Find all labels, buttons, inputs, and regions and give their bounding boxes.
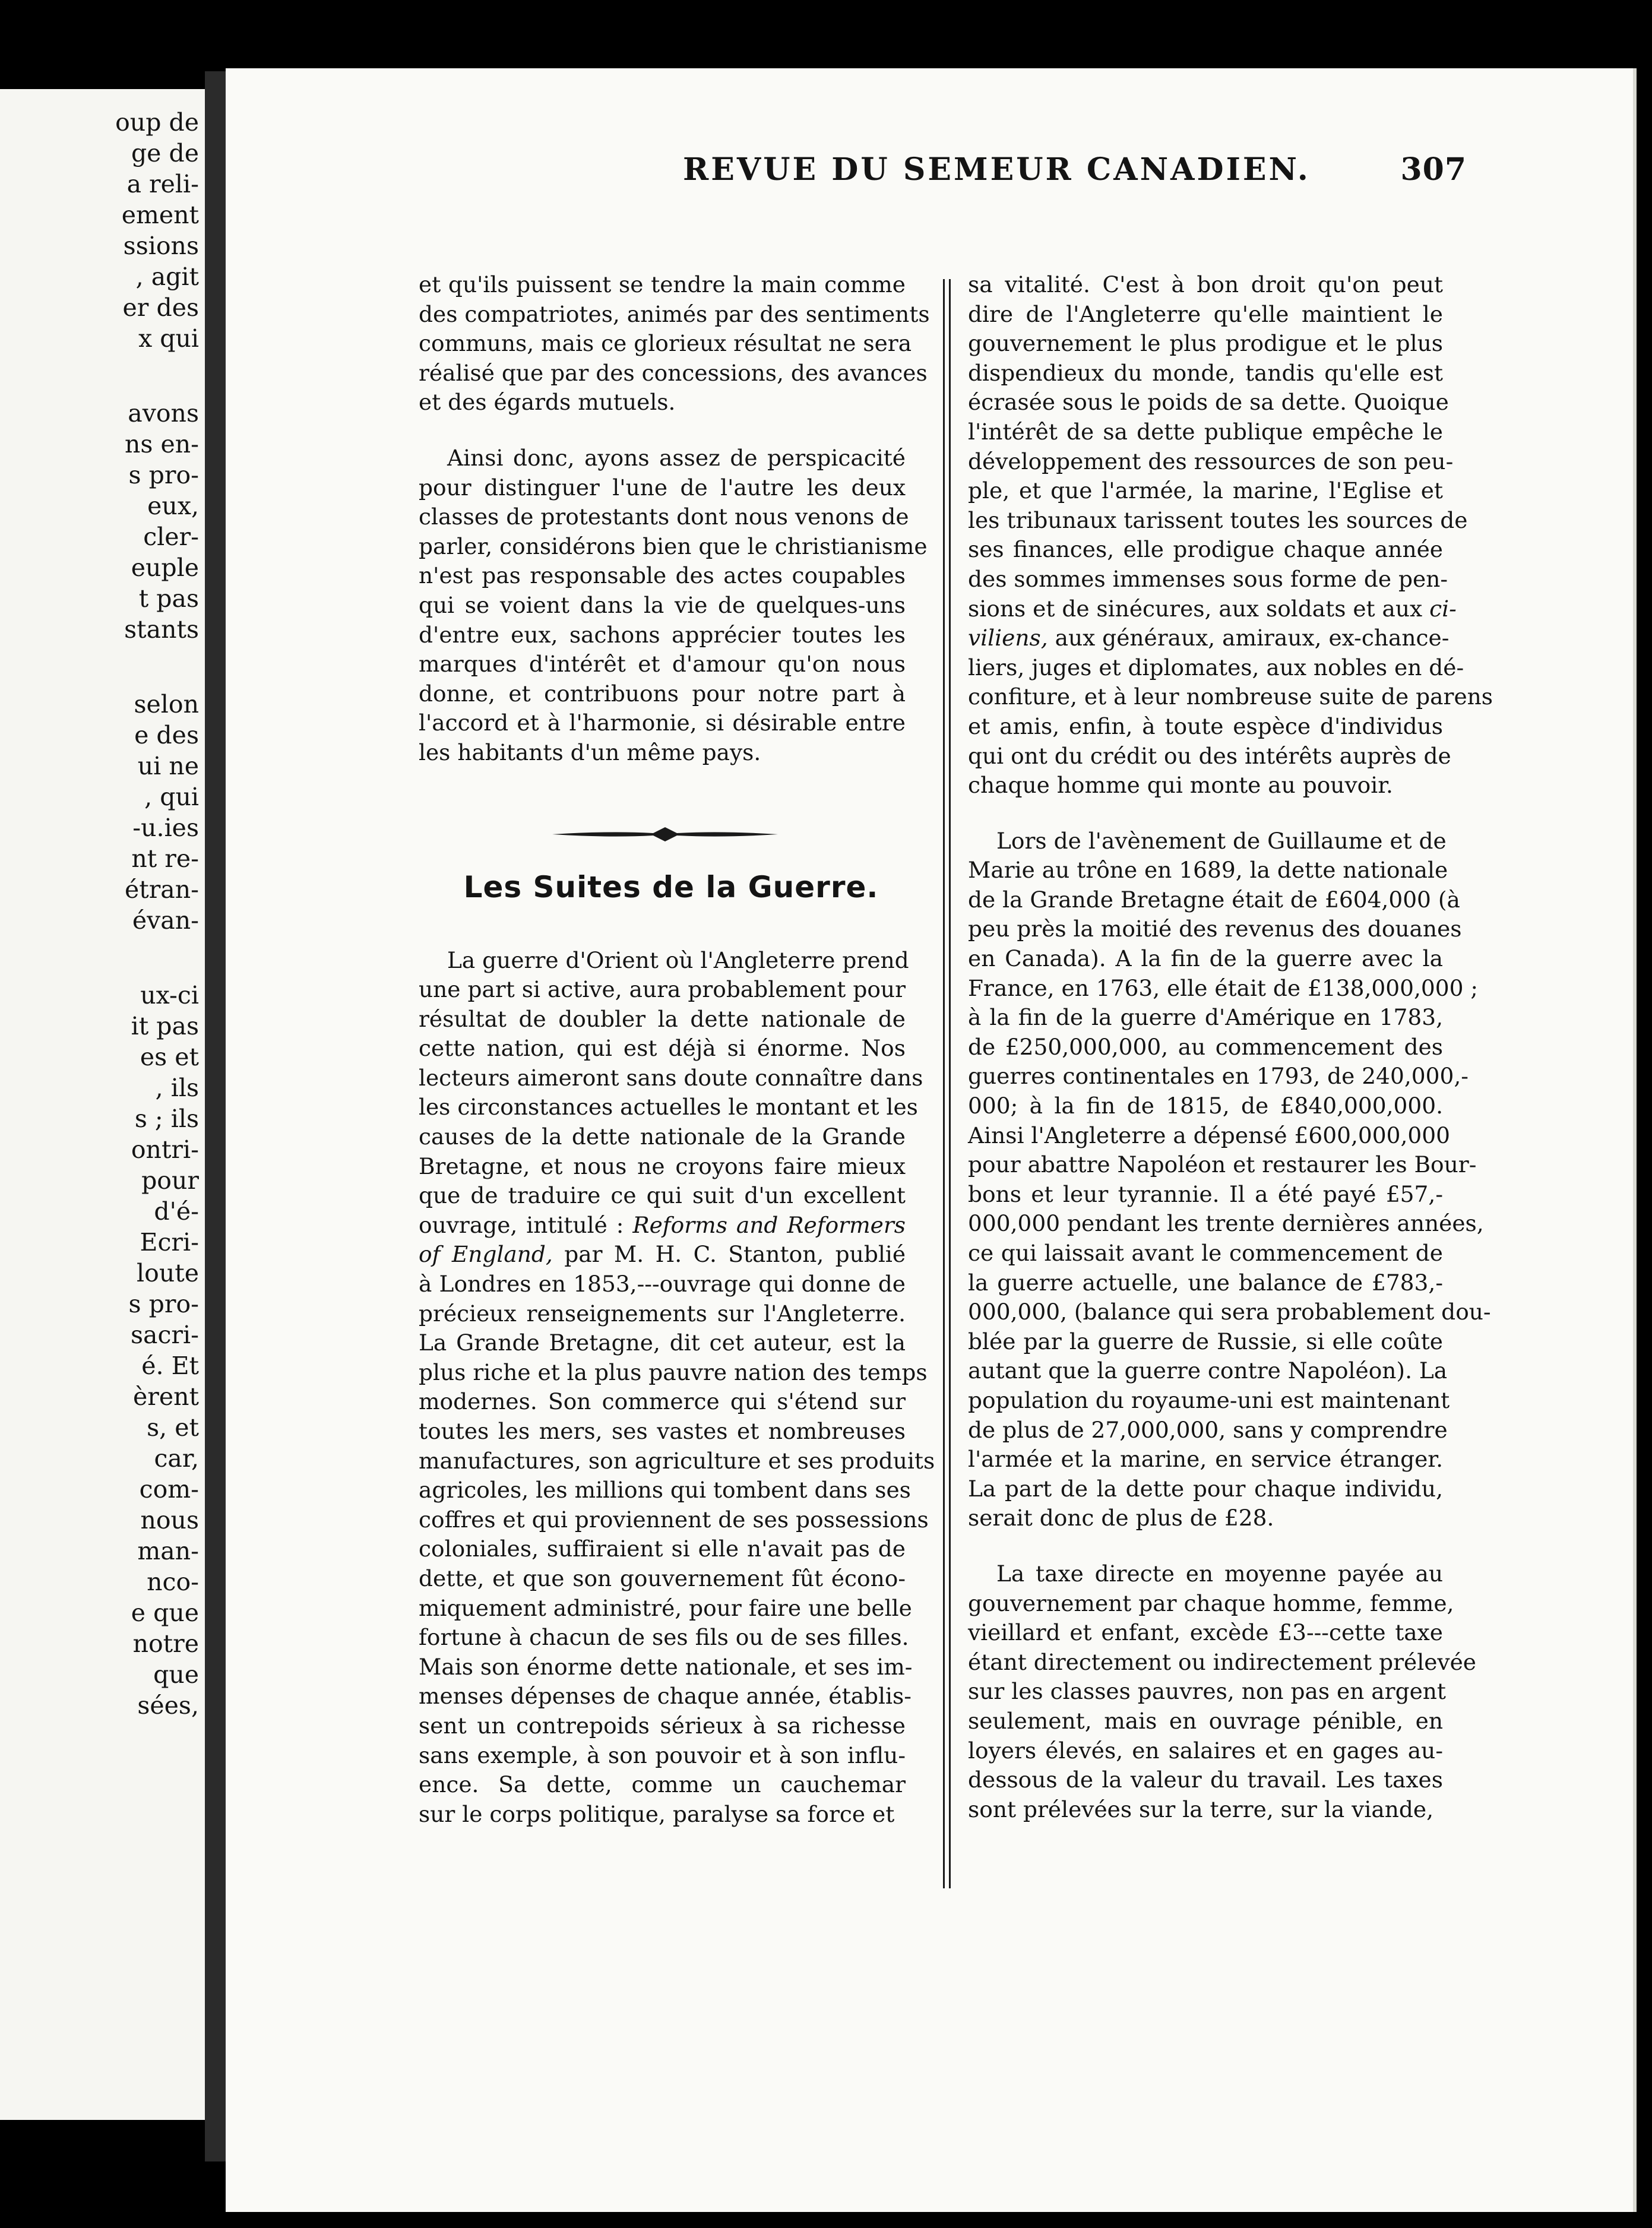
text-line: 000; à la fin de 1815, de £840,000,000. bbox=[968, 1093, 1443, 1119]
text-line: Mais son énorme dette nationale, et ses im- bbox=[419, 1653, 913, 1680]
adjacent-page-text: it pas bbox=[131, 1012, 199, 1040]
text-line: qui ont du crédit ou des intérêts auprès de bbox=[968, 742, 1451, 769]
paragraph bbox=[968, 827, 1491, 1533]
adjacent-page-text: car, bbox=[154, 1444, 199, 1473]
adjacent-page-text: s, et bbox=[147, 1413, 199, 1442]
adjacent-page-text: e des bbox=[134, 721, 199, 749]
adjacent-page-text: com- bbox=[139, 1475, 199, 1504]
text-line: lecteurs aimeront sans doute connaître dans bbox=[419, 1064, 923, 1091]
adjacent-page-fragment bbox=[0, 89, 205, 2120]
right-column bbox=[968, 270, 1493, 1824]
ornament-rule-icon bbox=[552, 822, 778, 846]
text-line: toutes les mers, ses vastes et nombreuses bbox=[419, 1418, 906, 1444]
adjacent-page-text: que bbox=[153, 1660, 199, 1689]
adjacent-page-text: , qui bbox=[144, 783, 199, 811]
text-line: dire de l'Angleterre qu'elle maintient le bbox=[968, 300, 1443, 327]
adjacent-page-text: stants bbox=[124, 615, 199, 644]
text-line: miquement administré, pour faire une belle bbox=[419, 1594, 912, 1621]
text-line: dessous de la valeur du travail. Les taxes bbox=[968, 1767, 1443, 1793]
text-line: sans exemple, à son pouvoir et à son influ- bbox=[419, 1742, 906, 1768]
text-line: dette, et que son gouvernement fût écono- bbox=[419, 1565, 906, 1591]
italic-text: Reforms and Reformers bbox=[632, 1211, 906, 1238]
text-line: écrasée sous le poids de sa dette. Quoique bbox=[968, 389, 1449, 416]
text-line: la guerre actuelle, une balance de £783,- bbox=[968, 1269, 1443, 1296]
text-line: les circonstances actuelles le montant et les bbox=[419, 1094, 918, 1121]
adjacent-page-text: ux-ci bbox=[140, 981, 199, 1009]
text-line bbox=[419, 1211, 906, 1240]
text-line: précieux renseignements sur l'Angleterre. bbox=[419, 1300, 906, 1327]
adjacent-page-text: , agit bbox=[135, 262, 199, 291]
text-line: seulement, mais en ouvrage pénible, en bbox=[968, 1707, 1443, 1734]
text-line: pour distinguer l'une de l'autre les deux bbox=[419, 474, 906, 501]
text-run: ouvrage, intitulé : bbox=[419, 1211, 624, 1238]
text-line: plus riche et la plus pauvre nation des temps bbox=[419, 1359, 928, 1385]
text-line: causes de la dette nationale de la Grande bbox=[419, 1124, 906, 1150]
text-line: gouvernement par chaque homme, femme, bbox=[968, 1590, 1454, 1616]
italic-text: ci- bbox=[1429, 595, 1457, 622]
text-line: réalisé que par des concessions, des avances bbox=[419, 359, 928, 386]
text-line: résultat de doubler la dette nationale de bbox=[419, 1005, 906, 1032]
section-title: Les Suites de la Guerre. bbox=[463, 870, 879, 904]
text-line: développement des ressources de son peu- bbox=[968, 448, 1454, 474]
text-line bbox=[419, 1240, 906, 1270]
text-line: communs, mais ce glorieux résultat ne sera bbox=[419, 330, 912, 357]
adjacent-page-text: ns en- bbox=[124, 430, 199, 458]
text-line: liers, juges et diplomates, aux nobles en dé- bbox=[968, 654, 1464, 681]
text-line: La part de la dette pour chaque individu, bbox=[968, 1475, 1443, 1502]
text-line: loyers élevés, en salaires et en gages au- bbox=[968, 1737, 1443, 1764]
paragraph bbox=[968, 1559, 1476, 1824]
adjacent-page-text: ement bbox=[121, 201, 199, 229]
text-line: ple, et que l'armée, la marine, l'Eglise et bbox=[968, 477, 1443, 504]
text-line: de £250,000,000, au commencement des bbox=[968, 1033, 1443, 1060]
text-line: parler, considérons bien que le christianisme bbox=[419, 533, 928, 559]
text-line: cette nation, qui est déjà si énorme. Nos bbox=[419, 1035, 906, 1062]
text-line: La Grande Bretagne, dit cet auteur, est la bbox=[419, 1330, 906, 1356]
adjacent-page-text: d'é- bbox=[154, 1197, 199, 1226]
text-line: pour abattre Napoléon et restaurer les Bour- bbox=[968, 1151, 1477, 1178]
text-line: ce qui laissait avant le commencement de bbox=[968, 1240, 1443, 1266]
text-line: classes de protestants dont nous venons de bbox=[419, 504, 909, 530]
adjacent-page-text: oup de bbox=[115, 108, 199, 137]
adjacent-page-text: man- bbox=[137, 1537, 199, 1565]
text-line: coffres et qui proviennent de ses possessions bbox=[419, 1506, 929, 1533]
text-line: d'entre eux, sachons apprécier toutes les bbox=[419, 621, 906, 648]
adjacent-page-text: étran- bbox=[124, 875, 199, 904]
text-line: des sommes immenses sous forme de pen- bbox=[968, 565, 1448, 592]
text-line: chaque homme qui monte au pouvoir. bbox=[968, 772, 1393, 799]
text-line: Bretagne, et nous ne croyons faire mieux bbox=[419, 1153, 906, 1179]
text-line: Ainsi donc, ayons assez de perspicacité bbox=[447, 444, 906, 471]
italic-text: viliens, bbox=[968, 625, 1048, 651]
adjacent-page-text: évan- bbox=[132, 906, 199, 935]
adjacent-page-text: s ; ils bbox=[134, 1104, 199, 1133]
text-line: une part si active, aura probablement pour bbox=[419, 976, 906, 1003]
text-line: étant directement ou indirectement prélevée bbox=[968, 1648, 1476, 1675]
text-line: agricoles, les millions qui tombent dans ses bbox=[419, 1477, 911, 1504]
text-line: population du royaume-uni est maintenant bbox=[968, 1387, 1450, 1413]
adjacent-page-text: s pro- bbox=[128, 461, 199, 489]
adjacent-page-text: loute bbox=[137, 1259, 199, 1287]
adjacent-page-text: a reli- bbox=[126, 170, 199, 198]
text-line: sa vitalité. C'est à bon droit qu'on peut bbox=[968, 271, 1443, 298]
text-line: coloniales, suffiraient si elle n'avait pas de bbox=[419, 1536, 906, 1562]
text-line bbox=[968, 594, 1457, 624]
text-line: La taxe directe en moyenne payée au bbox=[996, 1560, 1443, 1587]
text-line: à Londres en 1853,---ouvrage qui donne de bbox=[419, 1271, 906, 1297]
adjacent-page-text: sées, bbox=[137, 1691, 199, 1720]
text-line: Marie au trône en 1689, la dette nationale bbox=[968, 857, 1448, 884]
text-line: marques d'intérêt et d'amour qu'on nous bbox=[419, 651, 906, 678]
adjacent-page-text: s pro- bbox=[128, 1290, 199, 1318]
text-line: et qu'ils puissent se tendre la main comme bbox=[419, 271, 906, 298]
adjacent-page-text: ge de bbox=[131, 139, 199, 167]
adjacent-page-text: , ils bbox=[155, 1074, 199, 1102]
adjacent-page-text: -u.ies bbox=[132, 814, 199, 842]
adjacent-page-text: sacri- bbox=[130, 1321, 199, 1349]
adjacent-page-text: avons bbox=[128, 399, 199, 428]
adjacent-page-text: nous bbox=[140, 1506, 199, 1534]
adjacent-page-text: é. Et bbox=[141, 1352, 199, 1380]
text-line: qui se voient dans la vie de quelques-uns bbox=[419, 591, 906, 618]
text-line: l'intérêt de sa dette publique empêche le bbox=[968, 418, 1443, 445]
column-rule bbox=[949, 279, 951, 1888]
text-line: que de traduire ce qui suit d'un excellent bbox=[419, 1182, 906, 1209]
adjacent-page-text: ssions bbox=[123, 232, 199, 260]
text-line: vieillard et enfant, excède £3---cette taxe bbox=[968, 1619, 1443, 1646]
text-line: dispendieux du monde, tandis qu'elle est bbox=[968, 359, 1443, 386]
adjacent-page-text: Ecri- bbox=[140, 1228, 199, 1257]
text-line: de la Grande Bretagne était de £604,000 (à bbox=[968, 886, 1460, 913]
adjacent-page-text: es et bbox=[140, 1043, 199, 1071]
text-line: modernes. Son commerce qui s'étend sur bbox=[419, 1388, 906, 1415]
adjacent-page-text: notre bbox=[132, 1629, 199, 1658]
text-run: par M. H. C. Stanton, publié bbox=[564, 1241, 906, 1268]
text-line: La guerre d'Orient où l'Angleterre prend bbox=[447, 947, 909, 973]
paragraph bbox=[968, 270, 1493, 800]
adjacent-page-text: ui ne bbox=[137, 752, 199, 780]
text-line: guerres continentales en 1793, de 240,000,- bbox=[968, 1063, 1469, 1090]
text-line: autant que la guerre contre Napoléon). La bbox=[968, 1357, 1448, 1384]
text-line: 000,000, (balance qui sera probablement dou- bbox=[968, 1299, 1491, 1325]
adjacent-page-text: e que bbox=[131, 1599, 199, 1627]
text-line: bons et leur tyrannie. Il a été payé £57,- bbox=[968, 1181, 1443, 1207]
italic-text: of England, bbox=[419, 1241, 553, 1268]
text-line: sont prélevées sur la terre, sur la viande, bbox=[968, 1796, 1433, 1822]
text-line: menses dépenses de chaque année, établis- bbox=[419, 1683, 912, 1710]
text-line: gouvernement le plus prodigue et le plus bbox=[968, 330, 1443, 357]
column-rule bbox=[943, 279, 945, 1888]
adjacent-page-text: euple bbox=[131, 553, 199, 582]
text-line: sent un contrepoids sérieux à sa richesse bbox=[419, 1712, 906, 1739]
page-number: 307 bbox=[1400, 151, 1467, 188]
text-line: manufactures, son agriculture et ses produits bbox=[419, 1447, 935, 1474]
text-line: 000,000 pendant les trente dernières années, bbox=[968, 1210, 1484, 1237]
adjacent-page-text: eux, bbox=[147, 492, 199, 520]
adjacent-page-text: cler- bbox=[143, 523, 199, 551]
text-line: blée par la guerre de Russie, si elle coûte bbox=[968, 1328, 1443, 1354]
text-line: en Canada). A la fin de la guerre avec la bbox=[968, 945, 1443, 972]
text-line: ence. Sa dette, comme un cauchemar bbox=[419, 1771, 906, 1798]
text-line: France, en 1763, elle était de £138,000,000 ; bbox=[968, 974, 1479, 1001]
text-line: ses finances, elle prodigue chaque année bbox=[968, 536, 1443, 563]
running-title: REVUE DU SEMEUR CANADIEN. bbox=[683, 151, 1311, 188]
adjacent-page-text: x qui bbox=[138, 324, 199, 353]
paragraph bbox=[419, 270, 930, 417]
adjacent-page-text: t pas bbox=[138, 584, 199, 613]
text-run: sions et de sinécures, aux soldats et aux bbox=[968, 595, 1423, 622]
text-line: donne, et contribuons pour notre part à bbox=[419, 680, 906, 707]
text-line: Ainsi l'Angleterre a dépensé £600,000,000 bbox=[968, 1122, 1450, 1148]
text-line: et des égards mutuels. bbox=[419, 389, 676, 416]
book-gutter bbox=[205, 71, 229, 2161]
text-line: et amis, enfin, à toute espèce d'individus bbox=[968, 713, 1443, 739]
adjacent-page-text: pour bbox=[141, 1166, 199, 1195]
text-line: les tribunaux tarissent toutes les sources de bbox=[968, 507, 1468, 533]
text-line: sur les classes pauvres, non pas en argent bbox=[968, 1678, 1446, 1705]
text-run: aux généraux, amiraux, ex-chance- bbox=[1055, 625, 1450, 651]
text-line: serait donc de plus de £28. bbox=[968, 1505, 1274, 1531]
adjacent-page-text: er des bbox=[122, 293, 199, 322]
running-header bbox=[683, 151, 1467, 199]
adjacent-page-text: ontri- bbox=[131, 1135, 199, 1164]
text-line: peu près la moitié des revenus des douanes bbox=[968, 916, 1462, 942]
left-column bbox=[419, 270, 935, 1829]
adjacent-page-text: selon bbox=[134, 690, 199, 719]
text-line: sur le corps politique, paralyse sa force et bbox=[419, 1800, 895, 1827]
text-line: les habitants d'un même pays. bbox=[419, 739, 761, 765]
text-line: Lors de l'avènement de Guillaume et de bbox=[996, 827, 1447, 854]
adjacent-page-text: nco- bbox=[147, 1568, 199, 1596]
adjacent-page-text: èrent bbox=[132, 1382, 199, 1411]
text-line: de plus de 27,000,000, sans y comprendre bbox=[968, 1416, 1448, 1443]
text-line bbox=[968, 624, 1450, 653]
text-line: fortune à chacun de ses fils ou de ses filles. bbox=[419, 1624, 909, 1651]
text-line: l'accord et à l'harmonie, si désirable entre bbox=[419, 710, 906, 736]
paragraph bbox=[419, 444, 928, 768]
paragraph bbox=[419, 946, 935, 1830]
text-line: l'armée et la marine, en service étranger. bbox=[968, 1446, 1443, 1473]
text-line: n'est pas responsable des actes coupables bbox=[419, 562, 906, 589]
text-line: des compatriotes, animés par des sentiments bbox=[419, 300, 930, 327]
adjacent-page-text: nt re- bbox=[131, 844, 199, 873]
text-line: à la fin de la guerre d'Amérique en 1783, bbox=[968, 1004, 1443, 1031]
text-line: confiture, et à leur nombreuse suite de parens bbox=[968, 683, 1493, 710]
section-break-space bbox=[419, 768, 906, 946]
